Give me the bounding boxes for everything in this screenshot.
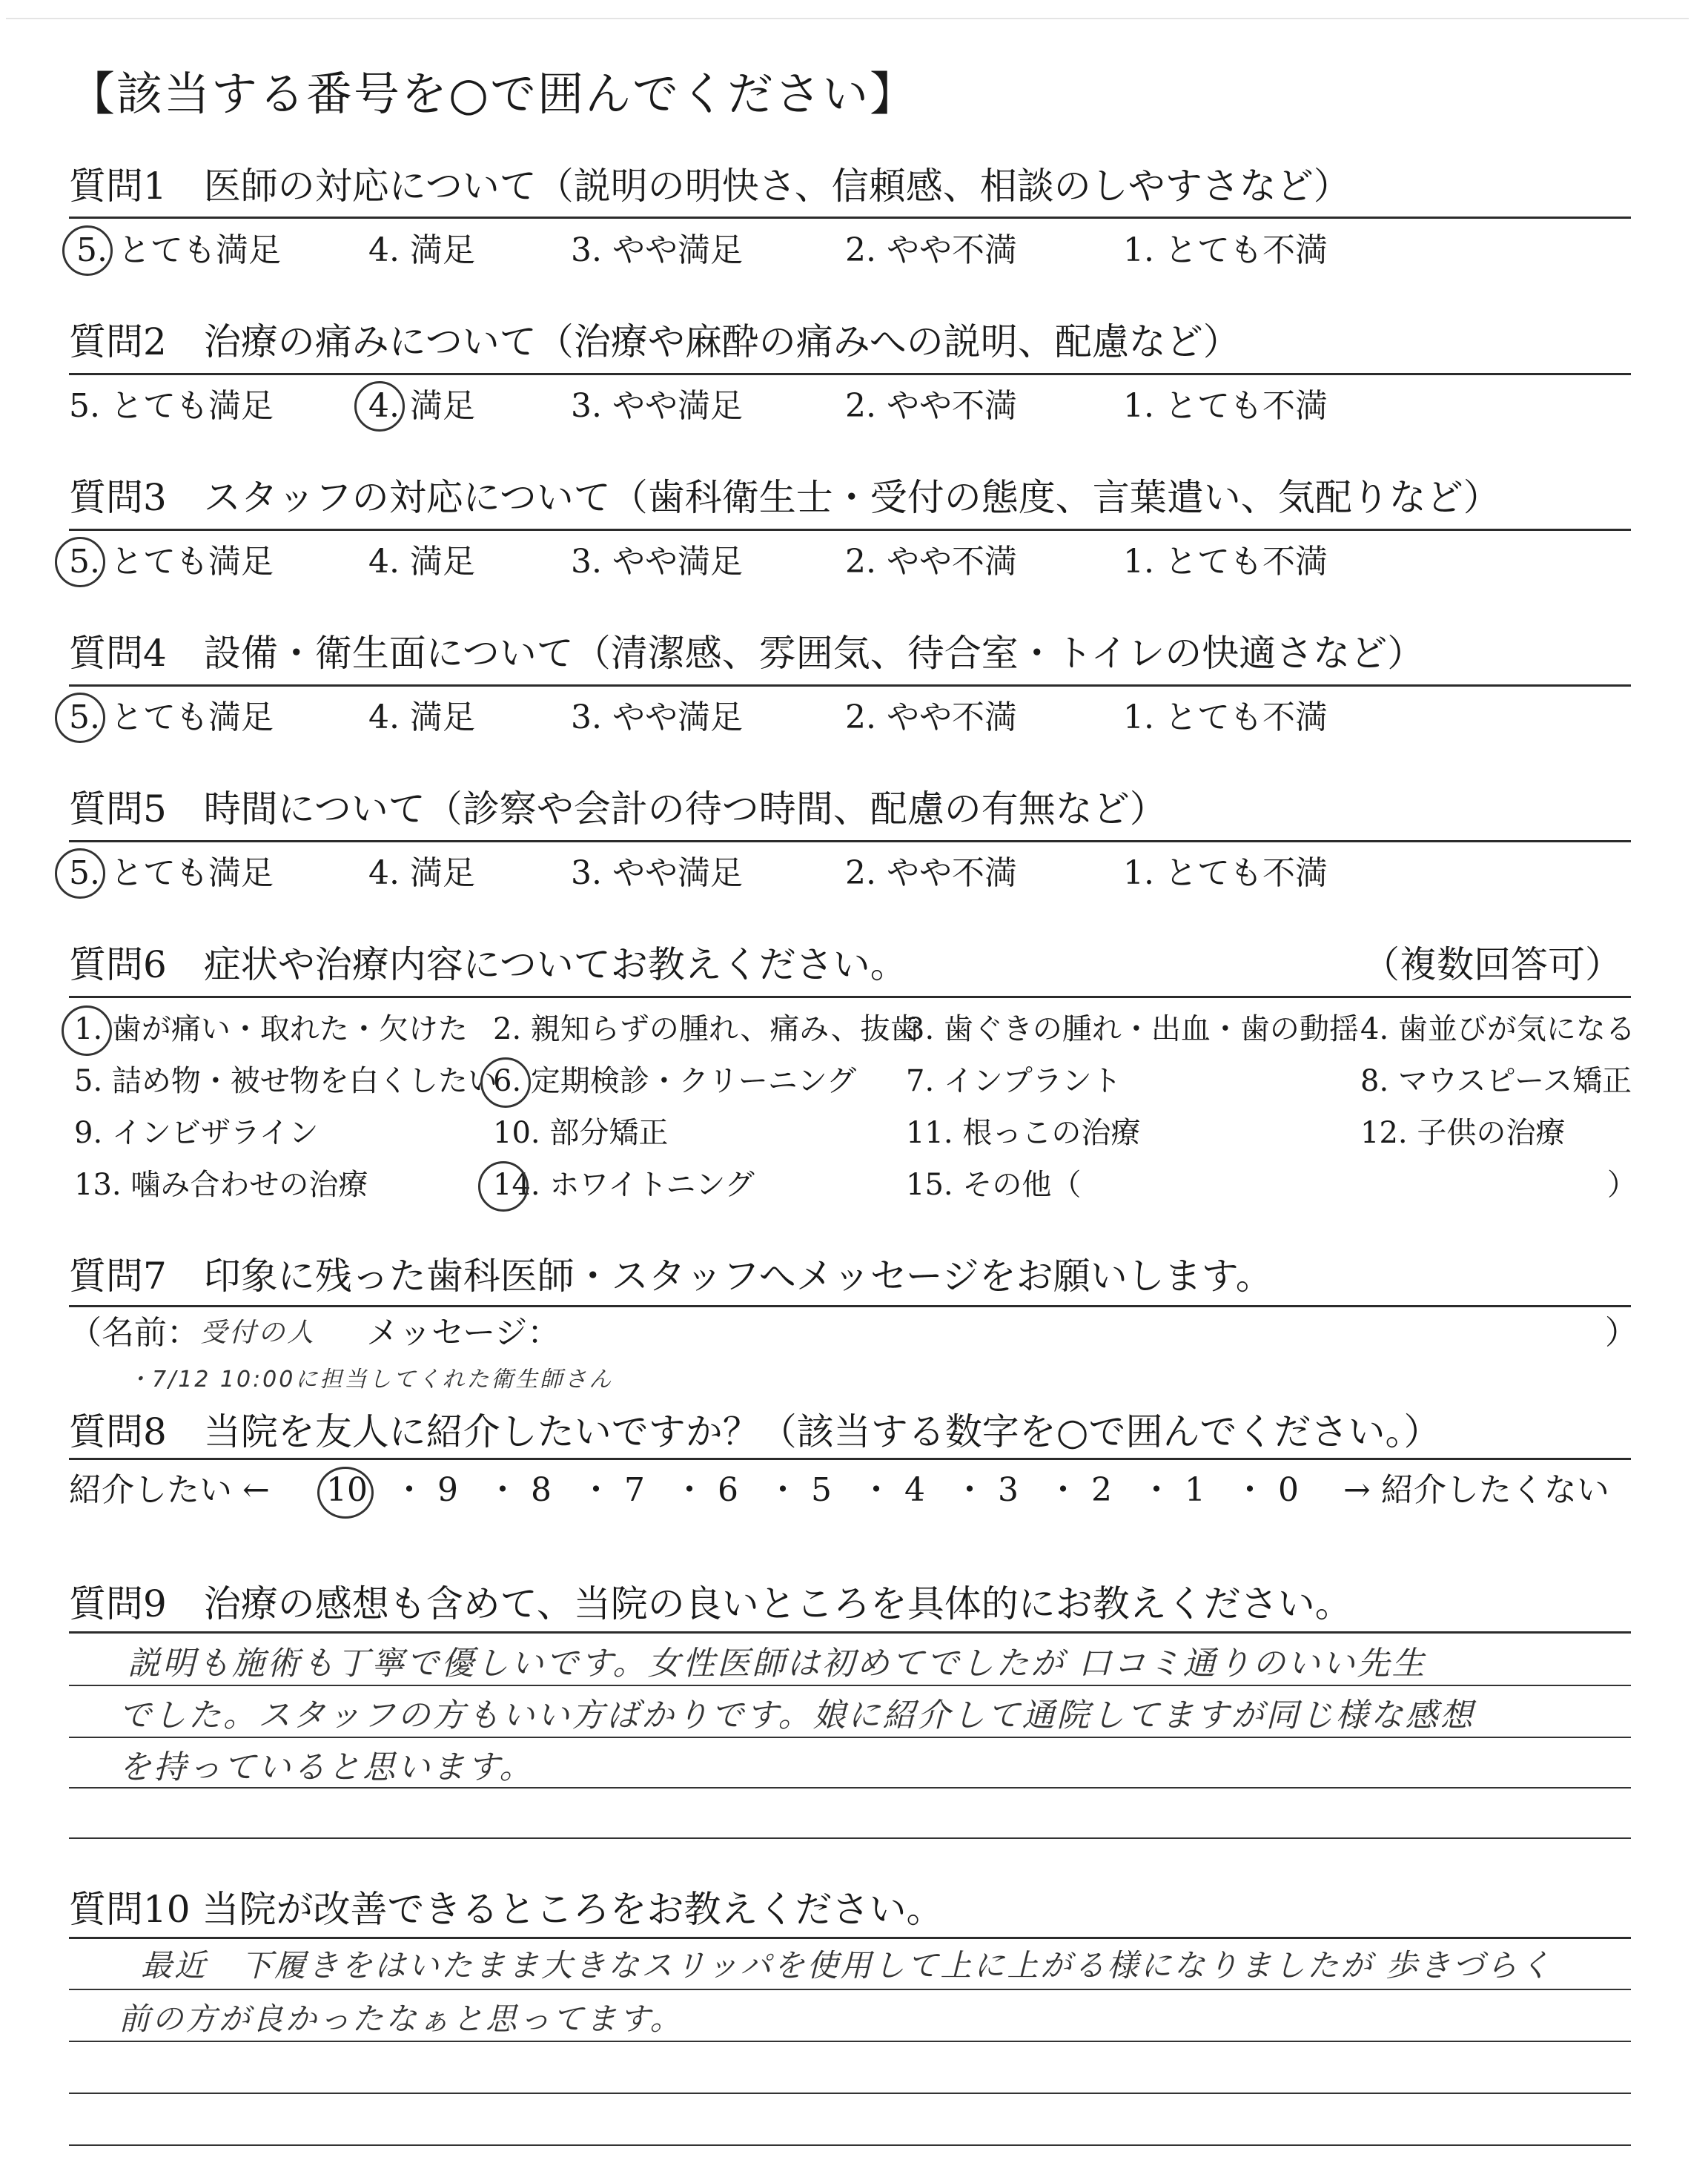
question-4-title: 質問4 設備・衛生面について（清潔感、雰囲気、待合室・トイレの快適さなど） (69, 632, 1425, 675)
question-1-title: 質問1 医師の対応について（説明の明快さ、信頼感、相談のしやすさなど） (69, 165, 1351, 208)
question-7-rule (69, 1305, 1631, 1307)
q6-item-7[interactable]: 7. インプラント (906, 1064, 1122, 1098)
q4-option-3[interactable]: 3. やや満足 (571, 698, 743, 736)
q6-item-4[interactable]: 4. 歯並びが気になる (1360, 1012, 1635, 1046)
q1-option-4[interactable]: 4. 満足 (368, 231, 475, 269)
q3-option-2[interactable]: 2. やや不満 (845, 543, 1017, 581)
q5-option-4[interactable]: 4. 満足 (368, 854, 475, 892)
question-2-rule (69, 373, 1631, 375)
q8-dot: ・ (953, 1471, 986, 1509)
q2-selected-circle (354, 381, 405, 432)
q8-score-2[interactable]: 2 (1091, 1471, 1112, 1509)
question-8-title: 質問8 当院を友人に紹介したいですか？（該当する数字を○で囲んでください。） (69, 1410, 1441, 1453)
question-1-rule (69, 217, 1631, 219)
q8-score-8[interactable]: 8 (531, 1471, 552, 1509)
q8-score-6[interactable]: 6 (718, 1471, 738, 1509)
q6-item-9[interactable]: 9. インビザライン (74, 1116, 319, 1150)
q1-selected-circle (62, 225, 113, 276)
q8-dot: ・ (673, 1471, 706, 1509)
q5-selected-circle (55, 848, 105, 899)
q3-option-4[interactable]: 4. 満足 (368, 543, 475, 581)
q10-line-rule-2 (69, 2041, 1631, 2042)
question-3-rule (69, 529, 1631, 531)
question-3-title: 質問3 スタッフの対応について（歯科衛生士・受付の態度、言葉遣い、気配りなど） (69, 476, 1500, 519)
q8-dot: ・ (393, 1471, 426, 1509)
question-10-rule (69, 1937, 1631, 1939)
q8-dot: ・ (486, 1471, 519, 1509)
q5-option-1[interactable]: 1. とても不満 (1123, 854, 1328, 892)
q7-message-label: メッセージ： (366, 1314, 560, 1352)
q6-item-12[interactable]: 12. 子供の治療 (1360, 1116, 1566, 1150)
q10-line-rule-4 (69, 2144, 1631, 2146)
q8-left-label: 紹介したい ← (69, 1471, 270, 1509)
question-6-title: 質問6 症状や治療内容についてお教えください。 (69, 943, 907, 986)
q8-score-1[interactable]: 1 (1185, 1471, 1205, 1509)
q4-option-1[interactable]: 1. とても不満 (1123, 698, 1328, 736)
q9-line-rule-1 (69, 1685, 1631, 1686)
page-heading: 【該当する番号を○で囲んでください】 (69, 67, 918, 121)
q3-option-5[interactable]: 5. とても満足 (69, 543, 274, 581)
q6-selected-circle-6 (480, 1057, 531, 1108)
q6-item-6[interactable]: 6. 定期検診・クリーニング (493, 1064, 857, 1098)
question-6-note: （複数回答可） (1363, 943, 1622, 986)
question-6-rule (69, 996, 1631, 998)
q4-selected-circle (55, 693, 105, 743)
scan-top-edge (6, 18, 1689, 19)
q6-selected-circle-1 (62, 1005, 112, 1056)
q1-option-1[interactable]: 1. とても不満 (1123, 231, 1328, 269)
q2-option-2[interactable]: 2. やや不満 (845, 387, 1017, 425)
q7-name-label: （名前： (69, 1314, 199, 1352)
q6-item-13[interactable]: 13. 噛み合わせの治療 (74, 1168, 368, 1202)
q3-selected-circle (55, 537, 105, 587)
q6-item-1[interactable]: 1. 歯が痛い・取れた・欠けた (74, 1012, 468, 1046)
q6-item-10[interactable]: 10. 部分矯正 (493, 1116, 669, 1150)
q8-right-label: → 紹介したくない (1343, 1471, 1609, 1509)
q10-answer-line-2[interactable]: 前の方が良かったなぁと思ってます。 (119, 2001, 683, 2037)
q8-score-10[interactable]: 10 (326, 1471, 368, 1509)
question-2-title: 質問2 治療の痛みについて（治療や麻酔の痛みへの説明、配慮など） (69, 320, 1240, 363)
q8-dot: ・ (1047, 1471, 1079, 1509)
question-8-rule (69, 1458, 1631, 1460)
q6-item-8[interactable]: 8. マウスピース矯正 (1360, 1064, 1632, 1098)
q2-option-5[interactable]: 5. とても満足 (69, 387, 274, 425)
q9-line-rule-3 (69, 1787, 1631, 1789)
q6-item-3[interactable]: 3. 歯ぐきの腫れ・出血・歯の動揺 (906, 1012, 1359, 1046)
q8-selected-circle (317, 1467, 374, 1519)
q9-answer-line-1[interactable]: 説明も施術も丁寧で優しいです。女性医師は初めてでしたが 口コミ通りのいい先生 (128, 1645, 1427, 1682)
q8-dot: ・ (767, 1471, 799, 1509)
q6-item-14[interactable]: 14. ホワイトニング (493, 1168, 755, 1202)
q8-dot: ・ (1140, 1471, 1173, 1509)
q8-score-7[interactable]: 7 (624, 1471, 645, 1509)
q6-item-5[interactable]: 5. 詰め物・被せ物を白くしたい (74, 1064, 497, 1098)
q2-option-3[interactable]: 3. やや満足 (571, 387, 743, 425)
q8-dot: ・ (1234, 1471, 1266, 1509)
q8-score-5[interactable]: 5 (811, 1471, 832, 1509)
q7-name-value[interactable]: 受付の人 (200, 1318, 317, 1348)
q9-answer-line-3[interactable]: を持っていると思います。 (119, 1748, 534, 1786)
q10-line-rule-3 (69, 2093, 1631, 2094)
q3-option-1[interactable]: 1. とても不満 (1123, 543, 1328, 581)
q6-item-11[interactable]: 11. 根っこの治療 (906, 1116, 1141, 1150)
q6-item-15-other[interactable]: 15. その他（ (906, 1168, 1082, 1202)
q3-option-3[interactable]: 3. やや満足 (571, 543, 743, 581)
q1-option-3[interactable]: 3. やや満足 (571, 231, 743, 269)
q5-option-3[interactable]: 3. やや満足 (571, 854, 743, 892)
question-9-title: 質問9 治療の感想も含めて、当院の良いところを具体的にお教えください。 (69, 1582, 1352, 1625)
q9-answer-line-2[interactable]: でした。スタッフの方もいい方ばかりです。娘に紹介して通院してますが同じ様な感想 (119, 1697, 1475, 1734)
q6-item-2[interactable]: 2. 親知らずの腫れ、痛み、抜歯 (493, 1012, 920, 1046)
question-10-title: 質問10 当院が改善できるところをお教えください。 (69, 1888, 944, 1931)
q4-option-5[interactable]: 5. とても満足 (69, 698, 274, 736)
q5-option-2[interactable]: 2. やや不満 (845, 854, 1017, 892)
q2-option-1[interactable]: 1. とても不満 (1123, 387, 1328, 425)
q10-answer-line-1[interactable]: 最近 下履きをはいたまま大きなスリッパを使用して上に上がる様になりましたが 歩きづらく (141, 1947, 1553, 1984)
question-9-rule (69, 1631, 1631, 1634)
q4-option-4[interactable]: 4. 満足 (368, 698, 475, 736)
q4-option-2[interactable]: 2. やや不満 (845, 698, 1017, 736)
q8-dot: ・ (580, 1471, 612, 1509)
q8-score-0[interactable]: 0 (1278, 1471, 1299, 1509)
q7-close-paren: ） (1605, 1314, 1638, 1352)
q1-option-2[interactable]: 2. やや不満 (845, 231, 1017, 269)
q8-score-3[interactable]: 3 (998, 1471, 1019, 1509)
q2-option-4[interactable]: 4. 満足 (368, 387, 475, 425)
q1-option-5[interactable]: 5. とても満足 (76, 231, 281, 269)
q7-message-note[interactable]: ・7/12 10:00に担当してくれた衛生師さん (128, 1367, 614, 1393)
question-5-rule (69, 840, 1631, 842)
q10-line-rule-1 (69, 1989, 1631, 1990)
q6-selected-circle-14 (478, 1161, 529, 1212)
q8-score-9[interactable]: 9 (437, 1471, 458, 1509)
question-5-title: 質問5 時間について（診察や会計の待つ時間、配慮の有無など） (69, 787, 1167, 830)
question-4-rule (69, 684, 1631, 687)
q9-line-rule-4 (69, 1837, 1631, 1839)
q8-dot: ・ (860, 1471, 893, 1509)
q5-option-5[interactable]: 5. とても満足 (69, 854, 274, 892)
question-7-title: 質問7 印象に残った歯科医師・スタッフへメッセージをお願いします。 (69, 1255, 1273, 1298)
q6-other-close-paren: ） (1607, 1168, 1637, 1202)
q9-line-rule-2 (69, 1737, 1631, 1738)
q8-score-4[interactable]: 4 (904, 1471, 925, 1509)
